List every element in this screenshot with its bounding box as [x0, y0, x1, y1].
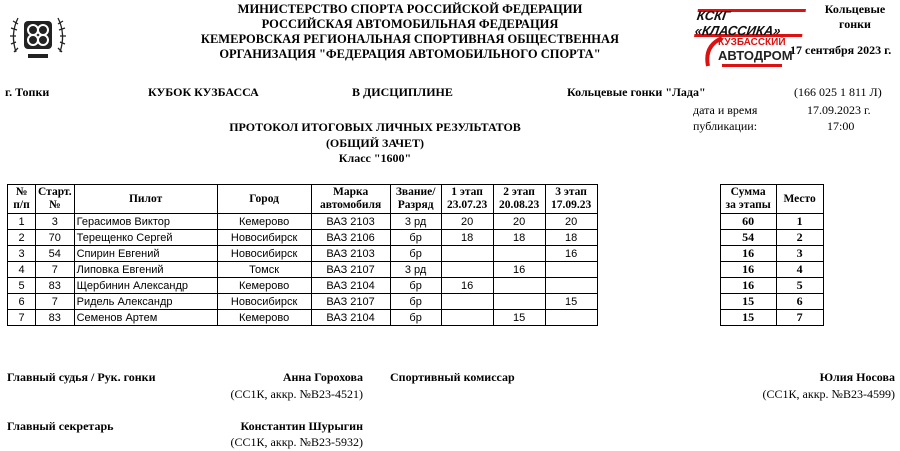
cell-start: 3 — [36, 214, 75, 230]
cell-s2: 18 — [493, 230, 545, 246]
cell-rank: бр — [390, 230, 441, 246]
cell-spacer — [597, 262, 720, 278]
cell-pilot: Терещенко Сергей — [74, 230, 217, 246]
discipline-label: В ДИСЦИПЛИНЕ — [352, 85, 453, 99]
cell-city: Томск — [217, 262, 311, 278]
cell-start: 7 — [36, 262, 75, 278]
cell-s1 — [441, 246, 493, 262]
title-line-1: ПРОТОКОЛ ИТОГОВЫХ ЛИЧНЫХ РЕЗУЛЬТАТОВ — [229, 120, 521, 134]
judge-name: Анна Горохова — [282, 370, 363, 384]
cell-pilot: Ридель Александр — [74, 294, 217, 310]
cell-car: ВАЗ 2103 — [311, 214, 390, 230]
discipline-name: Кольцевые гонки "Лада" — [567, 85, 706, 99]
cell-sum: 16 — [720, 246, 776, 262]
cell-pilot: Герасимов Виктор — [74, 214, 217, 230]
cell-rank: 3 рд — [390, 214, 441, 230]
publication-date: 17.09.2023 г. — [807, 103, 871, 117]
col-stage3-header: 3 этап 17.09.23 — [545, 185, 597, 214]
cell-car: ВАЗ 2103 — [311, 246, 390, 262]
cell-pilot: Щербинин Александр — [74, 278, 217, 294]
cell-s2 — [493, 278, 545, 294]
event-type: Кольцевые гонки — [824, 2, 886, 31]
col-car-header: Марка автомобиля — [311, 185, 390, 214]
cell-place: 2 — [776, 230, 823, 246]
discipline-code: (166 025 1 811 Л) — [794, 85, 882, 99]
col-start-header: Старт. № — [36, 185, 75, 214]
org-line-1: МИНИСТЕРСТВО СПОРТА РОССИЙСКОЙ ФЕДЕРАЦИИ — [237, 2, 583, 16]
cell-sum: 15 — [720, 294, 776, 310]
cell-s3: 18 — [545, 230, 597, 246]
cell-s2: 20 — [493, 214, 545, 230]
cell-s1 — [441, 294, 493, 310]
cell-rank: бр — [390, 246, 441, 262]
org-header — [150, 2, 670, 62]
cell-car: ВАЗ 2107 — [311, 294, 390, 310]
cell-n: 4 — [8, 262, 36, 278]
col-pilot-header: Пилот — [74, 185, 217, 214]
cell-start: 54 — [36, 246, 75, 262]
cell-car: ВАЗ 2104 — [311, 278, 390, 294]
cell-s3 — [545, 262, 597, 278]
cell-car: ВАЗ 2104 — [311, 310, 390, 326]
commissar-name: Юлия Носова — [819, 370, 895, 384]
cell-s2: 16 — [493, 262, 545, 278]
col-rank-header: Звание/ Разряд — [390, 185, 441, 214]
cell-spacer — [597, 294, 720, 310]
cell-n: 3 — [8, 246, 36, 262]
cell-s2: 15 — [493, 310, 545, 326]
cell-start: 83 — [36, 310, 75, 326]
cell-n: 5 — [8, 278, 36, 294]
col-stage2-header: 2 этап 20.08.23 — [493, 185, 545, 214]
cell-spacer — [597, 214, 720, 230]
table-row — [8, 278, 824, 294]
cell-city: Новосибирск — [217, 246, 311, 262]
cell-spacer — [597, 230, 720, 246]
cell-rank: бр — [390, 278, 441, 294]
col-sum-header: Сумма за этапы — [720, 185, 776, 214]
publication-time: 17:00 — [827, 119, 855, 133]
autodrom-subtitle-bar — [722, 64, 782, 67]
cell-place: 3 — [776, 246, 823, 262]
col-spacer — [597, 185, 720, 214]
cell-s1 — [441, 310, 493, 326]
cell-sum: 60 — [720, 214, 776, 230]
table-row — [8, 294, 824, 310]
org-line-4: ОРГАНИЗАЦИЯ "ФЕДЕРАЦИЯ АВТОМОБИЛЬНОГО СПОРТА" — [219, 47, 601, 61]
cell-s1: 16 — [441, 278, 493, 294]
title-line-2: (ОБЩИЙ ЗАЧЕТ) — [325, 135, 425, 150]
cell-s1: 18 — [441, 230, 493, 246]
cell-city: Кемерово — [217, 310, 311, 326]
cell-city: Новосибирск — [217, 230, 311, 246]
cell-car: ВАЗ 2106 — [311, 230, 390, 246]
cell-pilot: Семенов Артем — [74, 310, 217, 326]
cell-pilot: Спирин Евгений — [74, 246, 217, 262]
secretary-name: Константин Шурыгин — [240, 419, 363, 433]
cell-pilot: Липовка Евгений — [74, 262, 217, 278]
title-line-3: Класс "1600" — [338, 151, 412, 165]
cell-n: 7 — [8, 310, 36, 326]
table-row — [8, 214, 824, 230]
cell-s3: 16 — [545, 246, 597, 262]
col-stage1-header: 1 этап 23.07.23 — [441, 185, 493, 214]
cell-s2 — [493, 294, 545, 310]
cell-s2 — [493, 246, 545, 262]
cell-place: 5 — [776, 278, 823, 294]
ksk-klassika-logo: КСКГ «КЛАССИКА» — [694, 9, 806, 37]
cell-place: 7 — [776, 310, 823, 326]
cell-place: 4 — [776, 262, 823, 278]
judge-role: Главный судья / Рук. гонки — [7, 370, 156, 384]
publication-label-1: дата и время — [693, 103, 758, 117]
cell-s3: 20 — [545, 214, 597, 230]
cell-city: Новосибирск — [217, 294, 311, 310]
cell-place: 1 — [776, 214, 823, 230]
cell-spacer — [597, 246, 720, 262]
publication-label-2: публикации: — [693, 119, 758, 133]
cell-start: 70 — [36, 230, 75, 246]
cell-s3: 15 — [545, 294, 597, 310]
cell-car: ВАЗ 2107 — [311, 262, 390, 278]
event-city: г. Топки — [5, 85, 50, 99]
table-header-row — [8, 185, 824, 214]
cell-place: 6 — [776, 294, 823, 310]
cell-start: 83 — [36, 278, 75, 294]
cell-start: 7 — [36, 294, 75, 310]
cell-n: 1 — [8, 214, 36, 230]
col-num-header: № п/п — [8, 185, 36, 214]
org-line-2: РОССИЙСКАЯ АВТОМОБИЛЬНАЯ ФЕДЕРАЦИЯ — [261, 17, 559, 31]
cell-s3 — [545, 310, 597, 326]
cell-sum: 15 — [720, 310, 776, 326]
cell-spacer — [597, 310, 720, 326]
cell-rank: бр — [390, 310, 441, 326]
results-table — [7, 184, 824, 326]
commissar-accreditation: (СС1К, аккр. №В23-4599) — [762, 387, 895, 401]
cell-s1 — [441, 262, 493, 278]
cup-name: КУБОК КУЗБАССА — [148, 85, 259, 99]
cell-rank: 3 рд — [390, 262, 441, 278]
federation-emblem-logo — [8, 8, 68, 64]
col-place-header: Место — [776, 185, 823, 214]
col-city-header: Город — [217, 185, 311, 214]
cell-s1: 20 — [441, 214, 493, 230]
event-date: 17 сентября 2023 г. — [790, 43, 892, 57]
cell-sum: 54 — [720, 230, 776, 246]
table-row — [8, 230, 824, 246]
commissar-role: Спортивный комиссар — [390, 370, 515, 384]
table-row — [8, 310, 824, 326]
protocol-title — [180, 120, 570, 167]
org-line-3: КЕМЕРОВСКАЯ РЕГИОНАЛЬНАЯ СПОРТИВНАЯ ОБЩЕСТВЕННАЯ — [200, 32, 620, 46]
cell-spacer — [597, 278, 720, 294]
cell-n: 6 — [8, 294, 36, 310]
judge-accreditation: (СС1К, аккр. №В23-4521) — [230, 387, 363, 401]
cell-s3 — [545, 278, 597, 294]
table-row — [8, 246, 824, 262]
cell-city: Кемерово — [217, 214, 311, 230]
table-row — [8, 262, 824, 278]
secretary-role: Главный секретарь — [7, 419, 114, 433]
cell-n: 2 — [8, 230, 36, 246]
kuzbass-autodrom-logo: КУЗБАССКИЙ АВТОДРОМ — [704, 36, 792, 70]
cell-sum: 16 — [720, 278, 776, 294]
cell-sum: 16 — [720, 262, 776, 278]
secretary-accreditation: (СС1К, аккр. №В23-5932) — [230, 435, 363, 449]
cell-city: Кемерово — [217, 278, 311, 294]
cell-rank: бр — [390, 294, 441, 310]
